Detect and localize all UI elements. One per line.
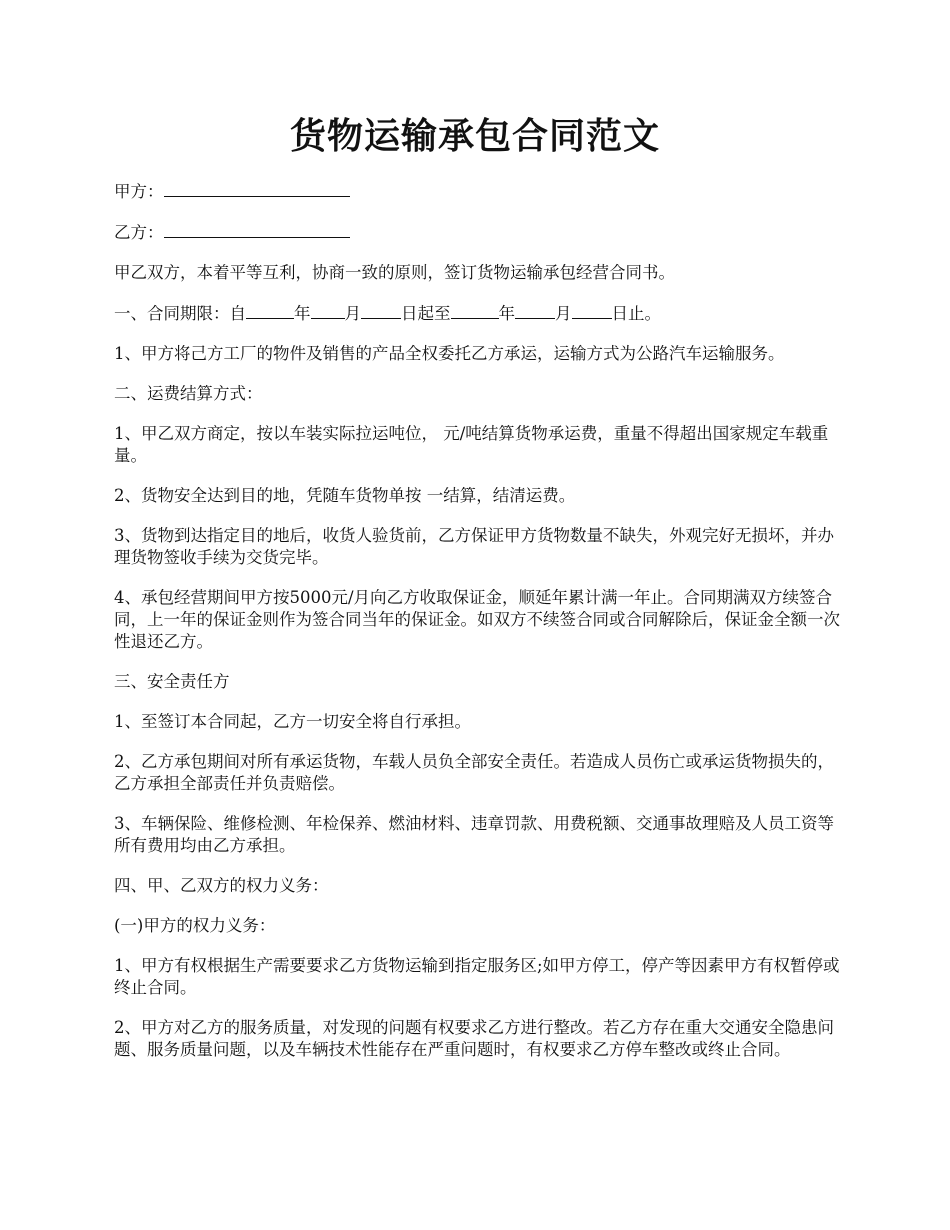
party-b-label: 乙方： bbox=[114, 223, 164, 242]
end-day-blank bbox=[572, 302, 612, 319]
start-day-blank bbox=[361, 302, 401, 319]
clause-3-3: 3、车辆保险、维修检测、年检保养、燃油材料、违章罚款、用费税额、交通事故理赔及人员工资等所有费用均由乙方承担。 bbox=[114, 814, 834, 855]
section-3-heading: 三、安全责任方 bbox=[114, 672, 230, 691]
clause-2-1: 1、甲乙双方商定，按以车装实际拉运吨位， 元/吨结算货物承运费，重量不得超出国家规定车载重量。 bbox=[114, 424, 829, 465]
clause-4-1: 1、甲方有权根据生产需要要求乙方货物运输到指定服务区;如甲方停工，停产等因素甲方有权暂停或终止合同。 bbox=[114, 956, 840, 997]
party-a-line bbox=[114, 180, 844, 203]
section-4-heading: 四、甲、乙双方的权力义务： bbox=[114, 876, 329, 895]
clause-2-3: 3、货物到达指定目的地后，收货人验货前，乙方保证甲方货物数量不缺失，外观完好无损坏，并办理货物签收手续为交货完毕。 bbox=[114, 526, 834, 567]
section-2-heading: 二、运费结算方式： bbox=[114, 384, 263, 403]
party-b-blank bbox=[164, 221, 350, 238]
clause-4-2: 2、甲方对乙方的服务质量，对发现的问题有权要求乙方进行整改。若乙方存在重大交通安全隐患问题、服务质量问题，以及车辆技术性能存在严重问题时，有权要求乙方停车整改或终止合同。 bbox=[114, 1018, 834, 1059]
term-year-2: 年 bbox=[498, 304, 515, 323]
document-body bbox=[114, 180, 844, 1079]
term-month-2: 月 bbox=[555, 304, 572, 323]
clause-2-4: 4、承包经营期间甲方按5000元/月向乙方收取保证金，顺延年累计满一年止。合同期满双方续签合同，上一年的保证金则作为签合同当年的保证金。如双方不续签合同或合同解除后，保证金全额一次性退还乙方。 bbox=[114, 588, 840, 651]
intro-paragraph: 甲乙双方，本着平等互利，协商一致的原则，签订货物运输承包经营合同书。 bbox=[114, 263, 675, 282]
term-prefix: 一、合同期限：自 bbox=[114, 304, 246, 323]
party-a-blank bbox=[164, 180, 350, 197]
start-year-blank bbox=[246, 302, 294, 319]
clause-2-2: 2、货物安全达到目的地，凭随车货物单按 一结算，结清运费。 bbox=[114, 486, 576, 505]
subsection-4-1-heading: (一)甲方的权力义务： bbox=[114, 916, 276, 935]
clause-1-1: 1、甲方将己方工厂的物件及销售的产品全权委托乙方承运，运输方式为公路汽车运输服务。 bbox=[114, 344, 785, 363]
document-title: 货物运输承包合同范文 bbox=[289, 115, 660, 157]
term-day-2: 日止。 bbox=[611, 304, 661, 323]
end-year-blank bbox=[451, 302, 499, 319]
party-b-line bbox=[114, 221, 844, 244]
term-day-1: 日起至 bbox=[401, 304, 451, 323]
clause-3-2: 2、乙方承包期间对所有承运货物，车载人员负全部安全责任。若造成人员伤亡或承运货物损失的，乙方承担全部责任并负责赔偿。 bbox=[114, 752, 834, 793]
term-month-1: 月 bbox=[344, 304, 361, 323]
clause-3-1: 1、至签订本合同起，乙方一切安全将自行承担。 bbox=[114, 712, 471, 731]
end-month-blank bbox=[515, 302, 555, 319]
term-year-1: 年 bbox=[294, 304, 311, 323]
contract-term-line bbox=[114, 302, 844, 325]
party-a-label: 甲方： bbox=[114, 182, 164, 201]
start-month-blank bbox=[311, 302, 345, 319]
